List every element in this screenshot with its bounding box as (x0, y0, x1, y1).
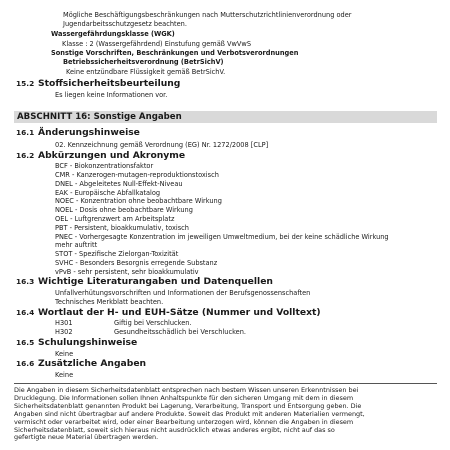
betrsichv-heading: Betriebssicherheitsverordnung (BetrSichV) (63, 58, 224, 66)
abbreviation-item: SVHC - Besonders Besorgnis erregende Substanz (55, 259, 218, 267)
disclaimer-line: vermischt oder verarbeitet wird, oder einer Bearbeitung unterzogen wird, können die Angaben in diesem (14, 417, 354, 426)
abbreviation-item: DNEL - Abgeleitetes Null-Effekt-Niveau (55, 180, 183, 188)
abbreviation-item: OEL - Luftgrenzwert am Arbeitsplatz (55, 215, 175, 223)
section-title: Stoffsicherheitsbeurteilung (38, 78, 181, 89)
abbreviation-item: NOEC - Konzentration ohne beobachtbare Wirkung (55, 197, 222, 205)
section-title: Wichtige Literaturangaben und Datenquellen (38, 276, 273, 287)
section-16-3-line-2: Technisches Merkblatt beachten. (55, 298, 164, 306)
section-16-1-text: 02. Kennzeichnung gemäß Verordnung (EG) Nr. 1272/2008 [CLP] (55, 141, 269, 149)
disclaimer-line: gefertigte neue Material übertragen werden. (14, 433, 159, 442)
section-16-3-heading (16, 276, 273, 287)
disclaimer-line: Angaben sind nicht übertragbar auf andere Produkte. Soweit das Produkt mit anderen Materialien vermengt, (14, 409, 365, 418)
section-number: 15.2 (16, 79, 35, 88)
abbreviation-item: NOEL - Dosis ohne beobachtbare Wirkung (55, 206, 193, 214)
abbreviation-item: CMR - Kanzerogen-mutagen-reproduktionstoxisch (55, 171, 219, 179)
abbreviation-item: PBT - Persistent, bioakkumulativ, toxisch (55, 224, 189, 232)
section-number: 16.2 (16, 151, 35, 160)
abbreviation-item: STOT - Spezifische Zielorgan-Toxizität (55, 250, 179, 258)
section-number: 16.3 (16, 277, 35, 286)
section-16-5-heading (16, 337, 137, 348)
abbreviation-item: BCF - Biokonzentrationsfaktor (55, 162, 154, 170)
section-title: Abkürzungen und Akronyme (38, 150, 186, 161)
disclaimer-line: Sicherheitsdatenblatt, soweit sich hieraus nicht ausdrücklich etwas anderes ergibt, nicht auf das so (14, 425, 335, 434)
section-16-6-heading (16, 358, 146, 369)
section-16-1-heading (16, 127, 140, 138)
section-number: 16.5 (16, 338, 35, 347)
restriction-text-line-1: Mögliche Beschäftigungsbeschränkungen nach Mutterschutzrichtlinienverordnung oder (63, 11, 352, 19)
section-16-5-text: Keine (55, 350, 74, 358)
section-16-6-text: Keine (55, 371, 74, 379)
section-15-2-text: Es liegen keine Informationen vor. (55, 91, 168, 99)
h-statement-code: H301 (55, 319, 73, 327)
abbreviation-item: vPvB - sehr persistent, sehr bioakkumulativ (55, 268, 199, 276)
disclaimer (14, 387, 437, 442)
section-16-banner: ABSCHNITT 16: Sonstige Angaben (14, 111, 437, 123)
section-16-4-heading (16, 307, 321, 318)
section-title: Schulungshinweise (38, 337, 138, 348)
section-number: 16.6 (16, 359, 35, 368)
section-title: Wortlaut der H- und EUH-Sätze (Nummer und Volltext) (38, 307, 321, 318)
restriction-text-line-2: Jugendarbeitsschutzgesetz beachten. (63, 20, 187, 28)
section-title: Zusätzliche Angaben (38, 358, 147, 369)
section-title: Änderungshinweise (38, 127, 140, 138)
h-statement-text: Gesundheitsschädlich bei Verschlucken. (114, 328, 246, 336)
abbreviation-item: EAK - Europäische Abfallkatalog (55, 189, 161, 197)
section-15-2-heading (16, 78, 180, 89)
section-16-2-heading (16, 150, 185, 161)
abbreviation-item-continued: mehr auftritt (55, 241, 98, 249)
other-regulations-heading: Sonstige Vorschriften, Beschränkungen und Verbotsverordnungen (51, 49, 299, 57)
section-16-3-line-1: Unfallverhütungsvorschriften und Informationen der Berufsgenossenschaften (55, 289, 311, 297)
h-statement-text: Giftig bei Verschlucken. (114, 319, 192, 327)
wgk-heading: Wassergefährdungsklasse (WGK) (51, 30, 175, 38)
section-number: 16.4 (16, 308, 35, 317)
betrsichv-value: Keine entzündbare Flüssigkeit gemäß BetrSichV. (66, 68, 226, 76)
disclaimer-line: Sicherheitsdatenblatt genannten Produkt bei Lagerung, Verarbeitung, Transport und Entsorgung geben. Die (14, 401, 362, 410)
abbreviation-item: PNEC - Vorhergesagte Konzentration im jeweiligen Umweltmedium, bei der keine schädliche Wirkung (55, 233, 389, 241)
disclaimer-line: Drucklegung. Die Informationen sollen Ihnen Anhaltspunkte für den sicheren Umgang mit dem in diesem (14, 393, 354, 402)
wgk-value: Klasse : 2 (Wassergefährdend) Einstufung gemäß VwVwS (62, 40, 251, 48)
h-statement-code: H302 (55, 328, 73, 336)
divider (14, 383, 437, 384)
section-number: 16.1 (16, 128, 35, 137)
disclaimer-line: Die Angaben in diesem Sicherheitsdatenblatt entsprechen nach bestem Wissen unseren Erkenntnissen bei (14, 386, 359, 394)
